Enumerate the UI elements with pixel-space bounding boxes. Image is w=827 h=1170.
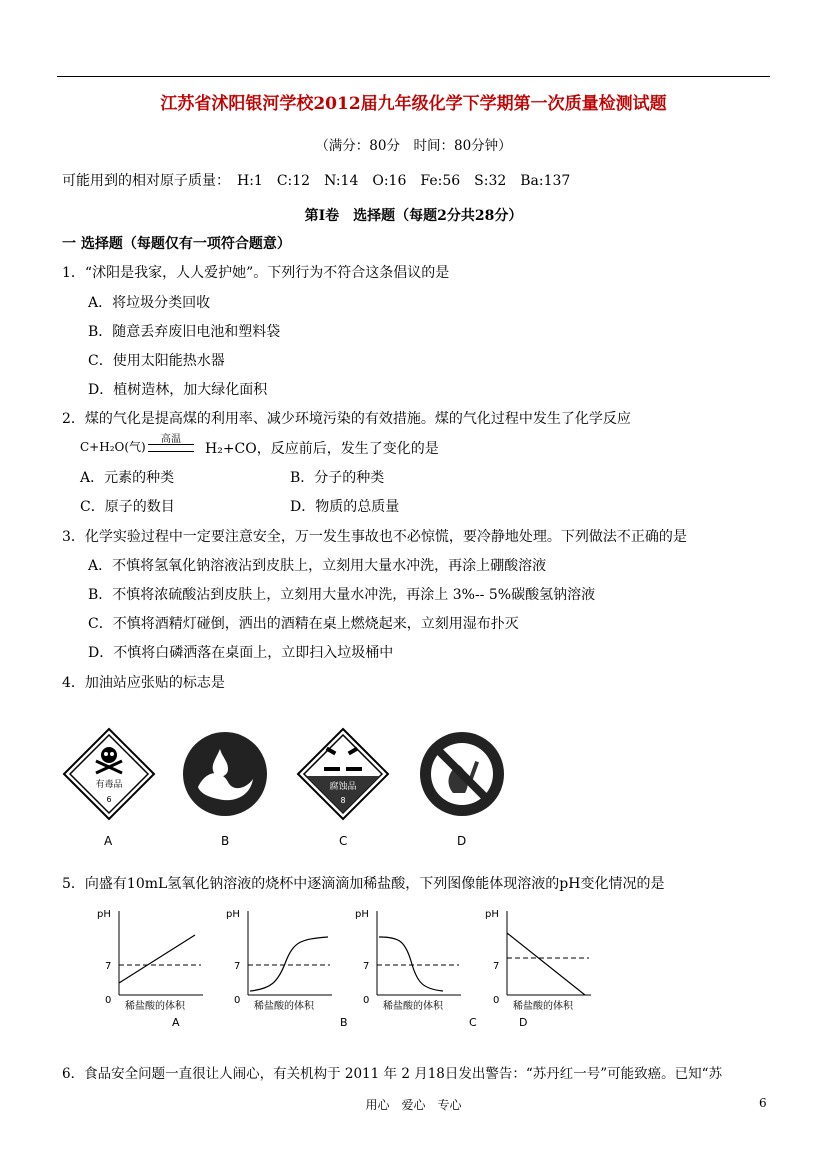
page-title: 江苏省沭阳银河学校2012届九年级化学下学期第一次质量检测试题	[160, 94, 667, 114]
graph-a-label: A	[172, 1016, 180, 1029]
graph-b-origin: 0	[234, 995, 241, 1006]
sign-c-num: 8	[340, 796, 346, 805]
question-6-stem: 6．食品安全问题一直很让人闹心，有关机构于 2011 年 2 月18日发出警告：“苏丹红一号”可能致癌。已知“苏	[62, 1066, 723, 1082]
question-3-option-a: A．不慎将氢氧化钠溶液沾到皮肤上，立刻用大量水冲洗，再涂上硼酸溶液	[88, 558, 547, 574]
graph-b-seven: 7	[234, 961, 241, 972]
question-1-option-c: C．使用太阳能热水器	[88, 353, 225, 369]
question-2-option-c: C．原子的数目	[80, 499, 175, 515]
graph-c-label: C	[469, 1016, 477, 1029]
graph-c-curve	[379, 937, 443, 991]
equals-sign	[148, 444, 194, 452]
question-5-stem: 5．向盛有10mL氢氧化钠溶液的烧杯中逐滴滴加稀盐酸，下列图像能体现溶液的pH变化情况的是	[62, 876, 665, 892]
question-2-option-a: A．元素的种类	[80, 470, 175, 486]
question-4-stem: 4．加油站应张贴的标志是	[62, 675, 225, 691]
graph-a-ylabel: pH	[97, 909, 111, 920]
sign-a-text: 有毒品	[95, 780, 123, 790]
header-rule	[57, 76, 770, 77]
equation-reactant: C+H₂O(气)	[80, 440, 146, 454]
question-1-stem: 1．“沭阳是我家，人人爱护她”。下列行为不符合这条倡议的是	[62, 265, 450, 281]
sign-a-label: A	[104, 834, 113, 848]
page-number: 6	[759, 1096, 767, 1110]
graph-b-label: B	[340, 1016, 348, 1029]
equation-product: H₂+CO，反应前后，发生了变化的是	[205, 441, 439, 457]
graph-b-ylabel: pH	[226, 909, 240, 920]
sign-c-label: C	[339, 834, 348, 848]
toxic-skull-icon	[62, 727, 156, 821]
graph-c-xlabel: 稀盐酸的体积	[383, 1001, 443, 1012]
graph-d-origin: 0	[493, 995, 500, 1006]
question-2-option-b: B．分子的种类	[290, 470, 385, 486]
graph-a-curve	[119, 935, 195, 983]
graph-d-curve	[507, 933, 585, 995]
ph-graph-d	[483, 903, 593, 1013]
question-3-stem: 3．化学实验过程中一定要注意安全，万一发生事故也不必惊慌，要冷静地处理。下列做法不正确的是	[62, 529, 687, 545]
question-3-option-d: D．不慎将白磷洒落在桌面上，立即扫入垃圾桶中	[88, 645, 394, 661]
graph-a-xlabel: 稀盐酸的体积	[125, 1001, 185, 1012]
corrosive-icon	[296, 727, 390, 821]
question-2-option-d: D．物质的总质量	[290, 499, 400, 515]
sign-c-text: 腐蚀品	[329, 782, 357, 792]
question-1-option-b: B．随意丢弃废旧电池和塑料袋	[88, 324, 281, 340]
exam-info: （满分：80分 时间：80分钟）	[315, 138, 512, 154]
graph-b-xlabel: 稀盐酸的体积	[254, 1001, 314, 1012]
section-heading: 一 选择题（每题仅有一项符合题意）	[62, 236, 291, 252]
graph-d-ylabel: pH	[485, 909, 499, 920]
graph-a-seven: 7	[105, 961, 112, 972]
question-1-option-d: D．植树造林，加大绿化面积	[88, 382, 268, 398]
sign-d-label: D	[457, 834, 467, 848]
ph-graph-b	[224, 903, 334, 1013]
page-footer: 用心 爱心 专心	[365, 1098, 462, 1112]
water-drop-icon	[178, 727, 272, 821]
atomic-masses: 可能用到的相对原子质量： H:1 C:12 N:14 O:16 Fe:56 S:32 Ba:137	[62, 173, 571, 189]
question-3-option-c: C．不慎将酒精灯碰倒，洒出的酒精在桌上燃烧起来，立刻用湿布扑灭	[88, 616, 519, 632]
question-2-stem: 2．煤的气化是提高煤的利用率、减少环境污染的有效措施。煤的气化过程中发生了化学反应	[62, 411, 631, 427]
question-1-option-a: A．将垃圾分类回收	[88, 295, 211, 311]
ph-graph-a	[95, 903, 205, 1013]
sign-a-num: 6	[106, 795, 112, 804]
sign-b-label: B	[221, 834, 230, 848]
graph-b-curve	[250, 937, 328, 991]
reaction-condition: 高温	[161, 434, 181, 445]
question-3-option-b: B．不慎将浓硫酸沾到皮肤上，立刻用大量水冲洗，再涂上 3%-- 5%碳酸氢钠溶液	[88, 587, 596, 603]
graph-d-seven: 7	[493, 961, 500, 972]
graph-d-xlabel: 稀盐酸的体积	[513, 1001, 573, 1012]
graph-c-origin: 0	[363, 995, 370, 1006]
graph-c-seven: 7	[363, 961, 370, 972]
no-open-flame-icon	[415, 727, 509, 821]
part-heading: 第Ⅰ卷 选择题（每题2分共28分）	[304, 208, 523, 224]
graph-a-origin: 0	[105, 995, 112, 1006]
ph-graph-c	[353, 903, 463, 1013]
graph-c-ylabel: pH	[355, 909, 369, 920]
graph-d-label: D	[519, 1016, 528, 1029]
